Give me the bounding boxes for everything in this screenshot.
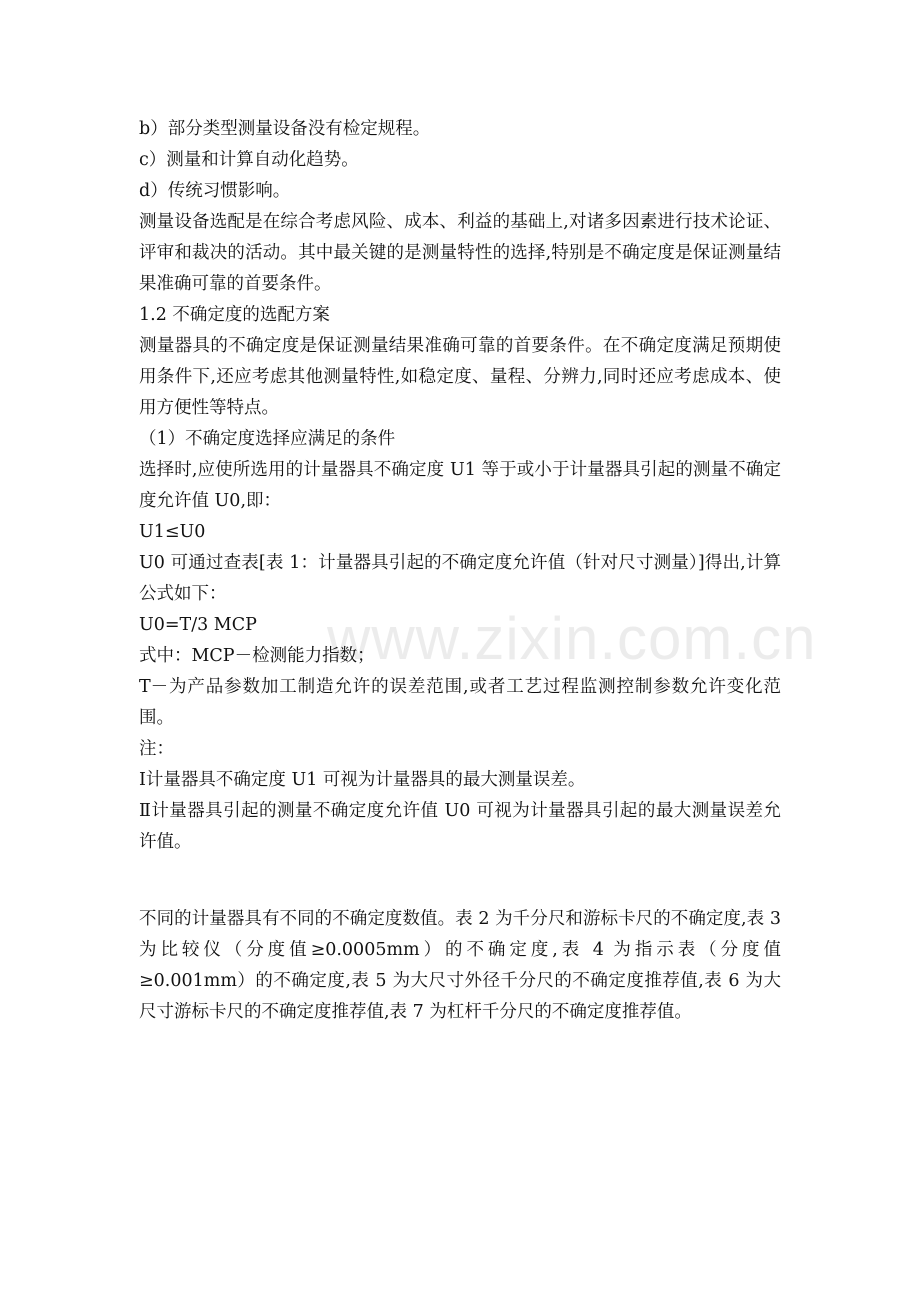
section-heading-1-2: 1.2 不确定度的选配方案	[139, 305, 330, 325]
watermark: www.zixin.com.cn	[327, 605, 817, 672]
list-item-b: b）部分类型测量设备没有检定规程。	[139, 119, 431, 139]
note-item-2: Ⅱ计量器具引起的测量不确定度允许值 U0 可视为计量器具引起的最大测量误差允许值。	[139, 801, 781, 852]
note-item-1: Ⅰ计量器具不确定度 U1 可视为计量器具的最大测量误差。	[139, 770, 586, 790]
paragraph-selection-rule: 选择时,应使所选用的计量器具不确定度 U1 等于或小于计量器具引起的测量不确定度允许值 U0,即：	[139, 460, 781, 511]
definition-t: T－为产品参数加工制造允许的误差范围,或者工艺过程监测控制参数允许变化范围。	[139, 677, 781, 728]
formula-u1-u0: U1≤U0	[139, 522, 206, 542]
document-body	[139, 114, 781, 1028]
list-item-c: c）测量和计算自动化趋势。	[139, 150, 359, 170]
formula-u0: U0=T/3 MCP	[139, 615, 257, 635]
subheading-conditions: （1）不确定度选择应满足的条件	[139, 429, 396, 449]
note-label: 注：	[139, 739, 174, 759]
list-item-d: d）传统习惯影响。	[139, 181, 291, 201]
paragraph-lookup-table: U0 可通过查表[表 1：计量器具引起的不确定度允许值（针对尺寸测量）]得出,计算公式如下：	[139, 553, 781, 604]
paragraph-uncertainty-importance: 测量器具的不确定度是保证测量结果准确可靠的首要条件。在不确定度满足预期使用条件下,还应考虑其他测量特性,如稳定度、量程、分辨力,同时还应考虑成本、使用方便性等特点。	[139, 336, 781, 418]
paragraph-gap	[139, 858, 781, 904]
paragraph-equipment-selection: 测量设备选配是在综合考虑风险、成本、利益的基础上,对诸多因素进行技术论证、评审和裁决的活动。其中最关键的是测量特性的选择,特别是不确定度是保证测量结果准确可靠的首要条件。	[139, 212, 781, 294]
definition-mcp: 式中：MCP－检测能力指数；	[139, 646, 375, 666]
paragraph-instrument-tables: 不同的计量器具有不同的不确定度数值。表 2 为千分尺和游标卡尺的不确定度,表 3 为比较仪（分度值≥0.0005mm）的不确定度,表 4 为指示表（分度值≥0.001mm）的不确定度,表 5 为大尺寸外径千分尺的不确定度推荐值,表 6 为大尺寸游标卡尺的不确定度推荐值,表 7 为杠杆千分尺的不确定度推荐值。	[139, 909, 781, 1022]
